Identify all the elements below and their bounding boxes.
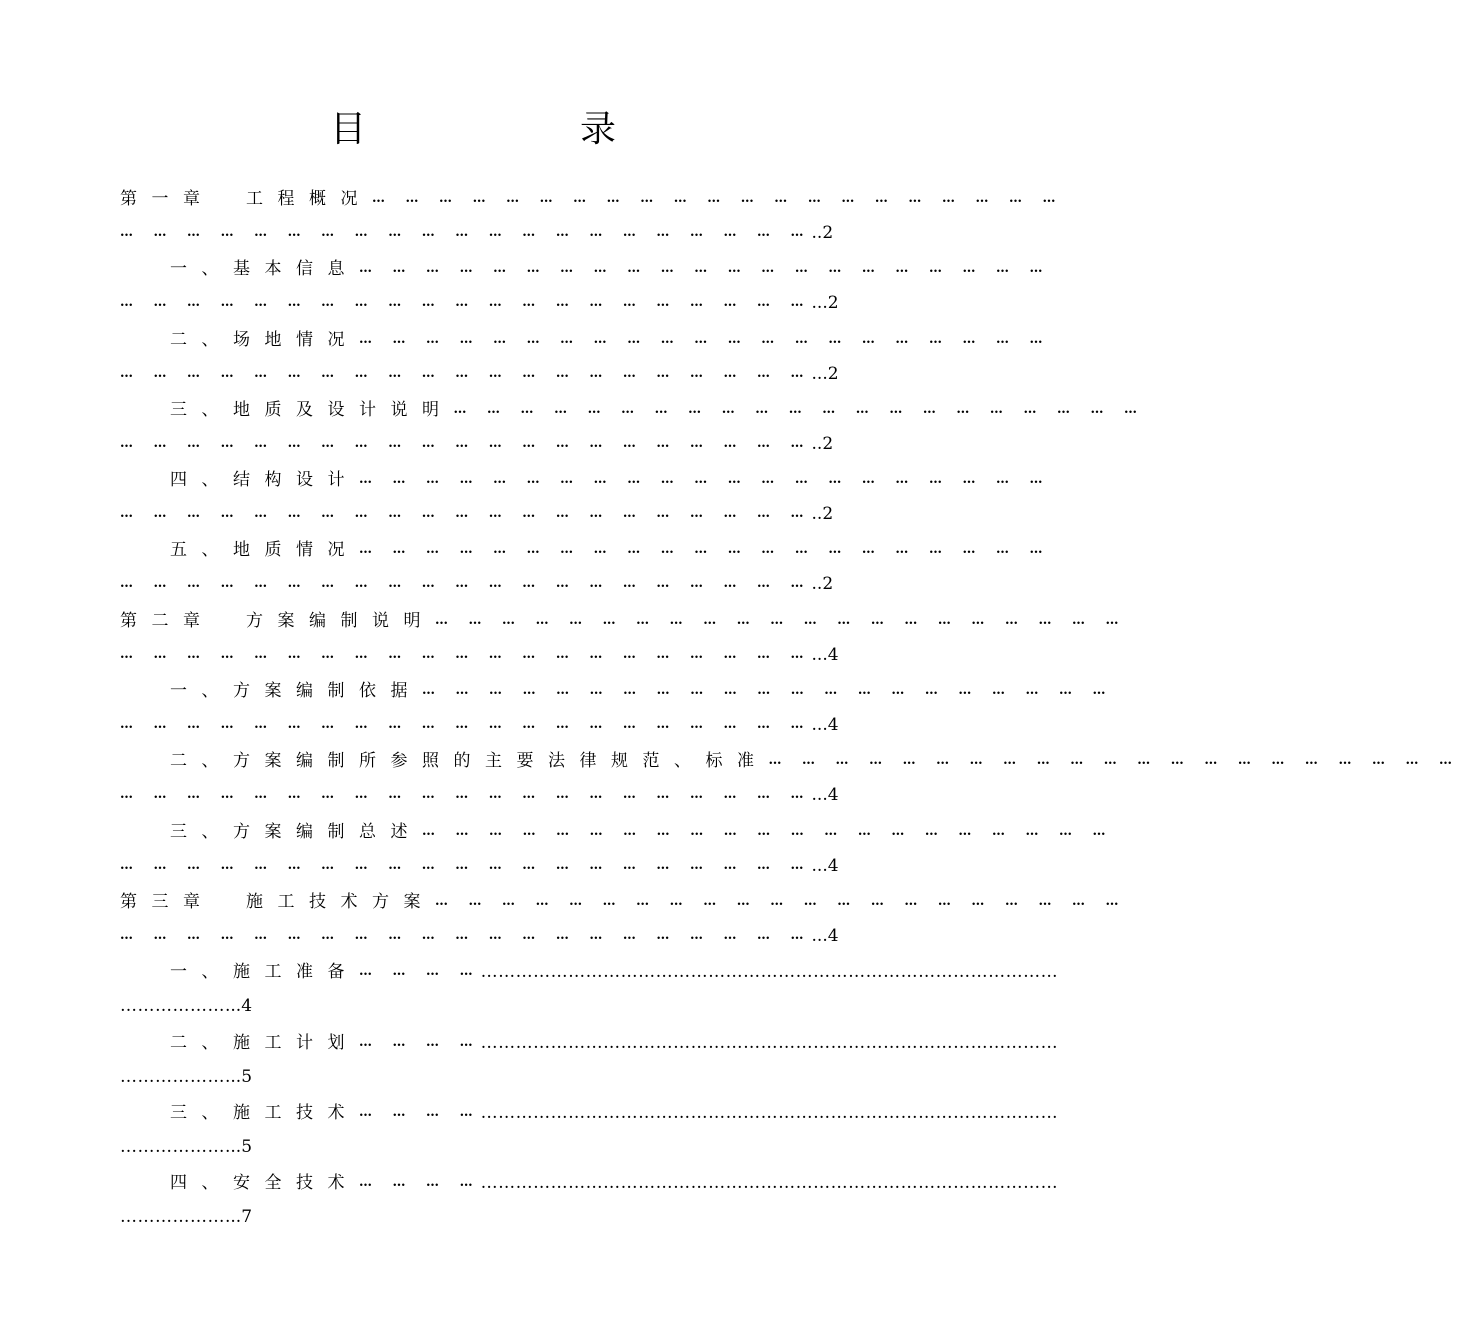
- toc-entry-3-4[interactable]: [120, 1164, 1059, 1234]
- leader-dots: … … … … … … … … … … … … … … … … … … … … …: [120, 646, 812, 662]
- title-char-1: 目: [330, 109, 367, 150]
- leader-dots: … … … … … … … … … … … … … … … … … … … … …: [372, 191, 1064, 206]
- leader-dots: … … … … … … … … … … … … … … … … … … … … …: [422, 823, 1114, 839]
- leader-dots: … … … … … … … … … … … … … … … … … … … … …: [120, 435, 812, 451]
- leader-dots: … … … …: [359, 1175, 481, 1191]
- toc-entry-3-3[interactable]: [120, 1094, 1059, 1164]
- toc-entry-2-2[interactable]: [120, 742, 1460, 812]
- toc-entry-1-1[interactable]: [120, 250, 1051, 320]
- leader-dots: … … … … … … … … … … … … … … … … … … … … …: [120, 365, 812, 381]
- leader-dots: ………………: [120, 996, 225, 1017]
- toc-label: 第二章 方案编制说明: [120, 610, 435, 631]
- leader-dots: … … … … … … … … … … … … … … … … … … … … …: [120, 717, 812, 733]
- toc-entry-2-1[interactable]: [120, 672, 1114, 742]
- page-number: ..2: [811, 504, 834, 525]
- leader-dots: … … … … … … … … … … … … … … … … … … … … …: [120, 927, 812, 943]
- toc-entry-3-2[interactable]: [120, 1024, 1059, 1094]
- leader-dots: … … … … … … … … … … … … … … … … … … … … …: [359, 472, 1051, 488]
- page-number: ...4: [811, 785, 839, 806]
- leader-dots: ………………: [120, 1066, 225, 1087]
- toc-label: 二、方案编制所参照的主要法律规范、标准: [170, 751, 769, 772]
- leader-dots: … … … … … … … … … … … … … … … … … … … … …: [120, 225, 812, 240]
- toc-entry-chapter-2[interactable]: [120, 602, 1127, 672]
- page-number: ...5: [225, 1066, 253, 1087]
- toc-label: 一、基本信息: [170, 259, 359, 280]
- leader-dots: ………………: [120, 1207, 225, 1228]
- page-number: ..2: [811, 433, 834, 454]
- toc-label: 二、施工计划: [170, 1032, 359, 1053]
- leader-dots: ………………: [120, 1136, 225, 1157]
- leader-dots: ………………………………………………………………………………………: [480, 962, 1059, 983]
- leader-dots: … … … …: [359, 964, 481, 980]
- toc-label: 二、场地情况: [170, 329, 359, 350]
- toc-label: 四、安全技术: [170, 1173, 359, 1194]
- toc-label: 第三章 施工技术方案: [120, 891, 435, 912]
- leader-dots: … … … … … … … … … … … … … … … … … … … … …: [120, 576, 812, 592]
- table-of-contents: [120, 180, 1460, 1234]
- leader-dots: … … … …: [359, 1034, 481, 1050]
- toc-label: 第一章 工程概况: [120, 189, 372, 209]
- leader-dots: … … … … … … … … … … … … … … … … … … … … …: [422, 683, 1114, 699]
- page-number: ...7: [225, 1207, 253, 1228]
- leader-dots: … … … … … … … … … … … … … … … … … … … … …: [359, 542, 1051, 558]
- page-number: ...2: [811, 363, 839, 384]
- page-number: ...4: [811, 715, 839, 736]
- toc-entry-1-3[interactable]: [120, 391, 1146, 461]
- toc-label: 三、方案编制总述: [170, 821, 422, 842]
- toc-label: 三、地质及设计说明: [170, 399, 454, 420]
- page-number: ..2: [811, 223, 834, 243]
- page-number: ...5: [225, 1136, 253, 1157]
- toc-label: 四、结构设计: [170, 470, 359, 491]
- leader-dots: … … … … … … … … … … … … … … … … … … … … …: [768, 753, 1460, 769]
- toc-label: 五、地质情况: [170, 540, 359, 561]
- page-number: ...4: [811, 644, 839, 665]
- page-number: ..2: [811, 574, 834, 595]
- leader-dots: ………………………………………………………………………………………: [480, 1032, 1059, 1053]
- page-title: [0, 100, 950, 160]
- toc-entry-1-5[interactable]: [120, 531, 1051, 601]
- leader-dots: … … … … … … … … … … … … … … … … … … … … …: [359, 331, 1051, 347]
- toc-entry-chapter-1[interactable]: [120, 180, 1064, 250]
- leader-dots: … … … … … … … … … … … … … … … … … … … … …: [453, 401, 1146, 417]
- leader-dots: ………………………………………………………………………………………: [480, 1102, 1059, 1123]
- page-number: ...4: [811, 925, 839, 946]
- page-number: ...2: [811, 293, 839, 314]
- page-number: ...4: [225, 996, 253, 1017]
- toc-entry-3-1[interactable]: [120, 953, 1059, 1023]
- toc-label: 一、施工准备: [170, 962, 359, 983]
- leader-dots: … … … … … … … … … … … … … … … … … … … … …: [120, 787, 812, 803]
- leader-dots: … … … … … … … … … … … … … … … … … … … … …: [120, 295, 812, 311]
- page-number: ...4: [811, 855, 839, 876]
- leader-dots: … … … … … … … … … … … … … … … … … … … … …: [120, 857, 812, 873]
- leader-dots: … … … … … … … … … … … … … … … … … … … … …: [120, 506, 812, 522]
- toc-entry-1-2[interactable]: [120, 321, 1051, 391]
- leader-dots: … … … … … … … … … … … … … … … … … … … … …: [435, 893, 1127, 909]
- leader-dots: … … … …: [359, 1104, 481, 1120]
- toc-entry-chapter-3[interactable]: [120, 883, 1127, 953]
- title-char-2: 录: [580, 109, 617, 150]
- leader-dots: … … … … … … … … … … … … … … … … … … … … …: [359, 261, 1051, 277]
- toc-label: 一、方案编制依据: [170, 681, 422, 702]
- toc-entry-2-3[interactable]: [120, 813, 1114, 883]
- leader-dots: ………………………………………………………………………………………: [480, 1173, 1059, 1194]
- leader-dots: … … … … … … … … … … … … … … … … … … … … …: [435, 612, 1127, 628]
- toc-entry-1-4[interactable]: [120, 461, 1051, 531]
- toc-label: 三、施工技术: [170, 1102, 359, 1123]
